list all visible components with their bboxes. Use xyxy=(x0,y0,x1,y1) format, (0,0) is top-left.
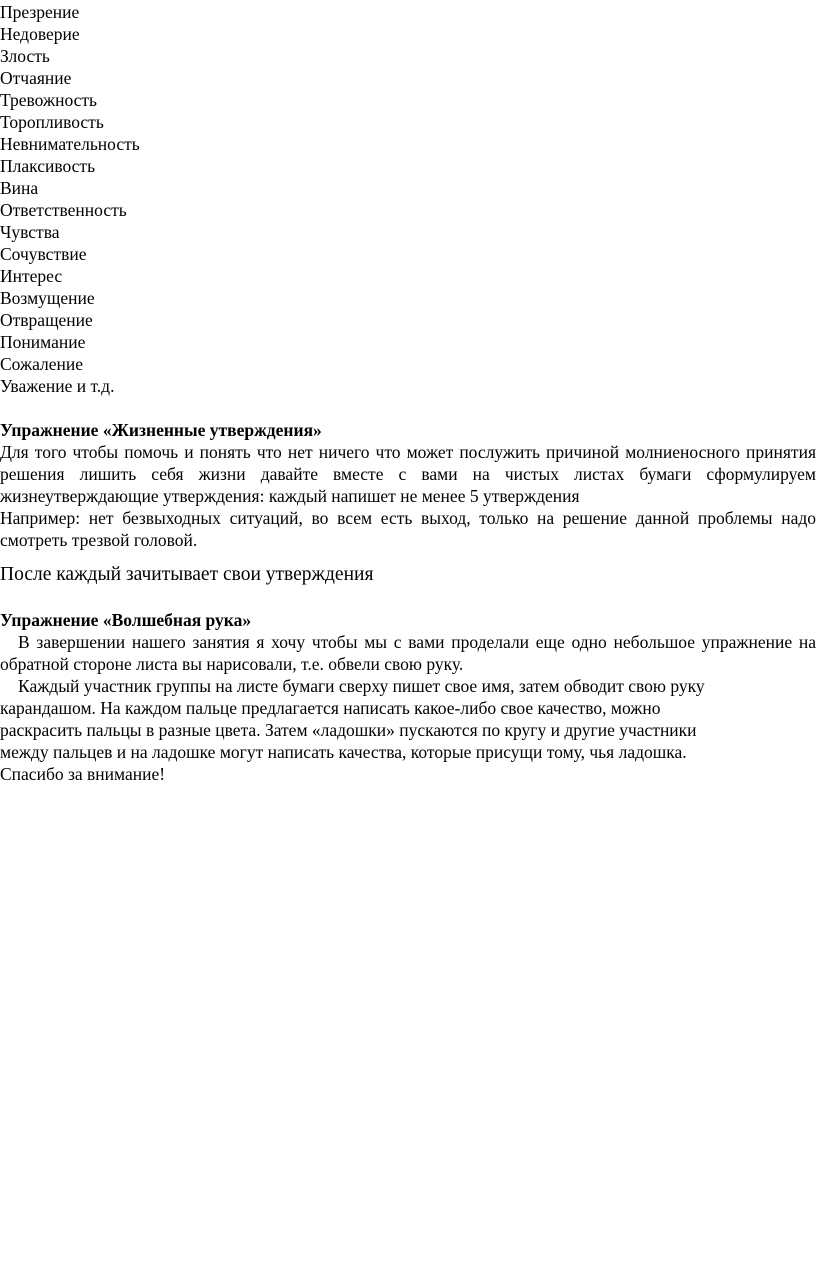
list-item: Плаксивость xyxy=(0,156,96,176)
spacer xyxy=(0,397,816,419)
exercise-instructions-line: раскрасить пальцы в разные цвета. Затем «ладошки» пускаются по кругу и другие участники xyxy=(0,720,697,740)
list-item: Сожаление xyxy=(0,354,83,374)
list-item: Злость xyxy=(0,46,50,66)
exercise-life-affirmations xyxy=(0,419,816,587)
list-item: Возмущение xyxy=(0,288,95,308)
qualities-list xyxy=(0,1,816,397)
exercise-instructions-line: между пальцев и на ладошке могут написать качества, которые присущи тому, чья ладошка. xyxy=(0,742,687,762)
closing-line: Спасибо за внимание! xyxy=(0,764,166,784)
section-heading: Упражнение «Жизненные утверждения» xyxy=(0,420,322,440)
exercise-description: В завершении нашего занятия я хочу чтобы мы с вами проделали еще одно небольшое упражнение на обратной стороне листа вы нарисовали, т.е. обвели свою руку. xyxy=(0,632,816,674)
exercise-note: После каждый зачитывает свои утверждения xyxy=(0,564,374,585)
list-item: Недоверие xyxy=(0,24,80,44)
exercise-example: Например: нет безвыходных ситуаций, во всем есть выход, только на решение данной проблемы надо смотреть трезвой головой. xyxy=(0,508,816,550)
list-item: Вина xyxy=(0,178,39,198)
list-item: Ответственность xyxy=(0,200,127,220)
exercise-magic-hand xyxy=(0,609,816,785)
list-item: Интерес xyxy=(0,266,63,286)
list-item: Уважение и т.д. xyxy=(0,376,115,396)
exercise-instructions-line: Каждый участник группы на листе бумаги сверху пишет свое имя, затем обводит свою руку xyxy=(18,676,705,696)
exercise-instructions-line: карандашом. На каждом пальце предлагается написать какое-либо свое качество, можно xyxy=(0,698,661,718)
spacer xyxy=(0,551,816,563)
list-item: Торопливость xyxy=(0,112,104,132)
list-item: Невнимательность xyxy=(0,134,140,154)
list-item: Презрение xyxy=(0,2,80,22)
list-item: Отвращение xyxy=(0,310,93,330)
exercise-description: Для того чтобы помочь и понять что нет ничего что может послужить причиной молниеносного принятия решения лишить себя жизни давайте вместе с вами на чистых листах бумаги сформулируем жизнеутверждающие утверждения: каждый напишет не менее 5 утверждения xyxy=(0,442,816,506)
list-item: Сочувствие xyxy=(0,244,87,264)
list-item: Тревожность xyxy=(0,90,98,110)
list-item: Понимание xyxy=(0,332,86,352)
list-item: Чувства xyxy=(0,222,60,242)
section-heading: Упражнение «Волшебная рука» xyxy=(0,610,252,630)
list-item: Отчаяние xyxy=(0,68,72,88)
spacer xyxy=(0,587,816,609)
